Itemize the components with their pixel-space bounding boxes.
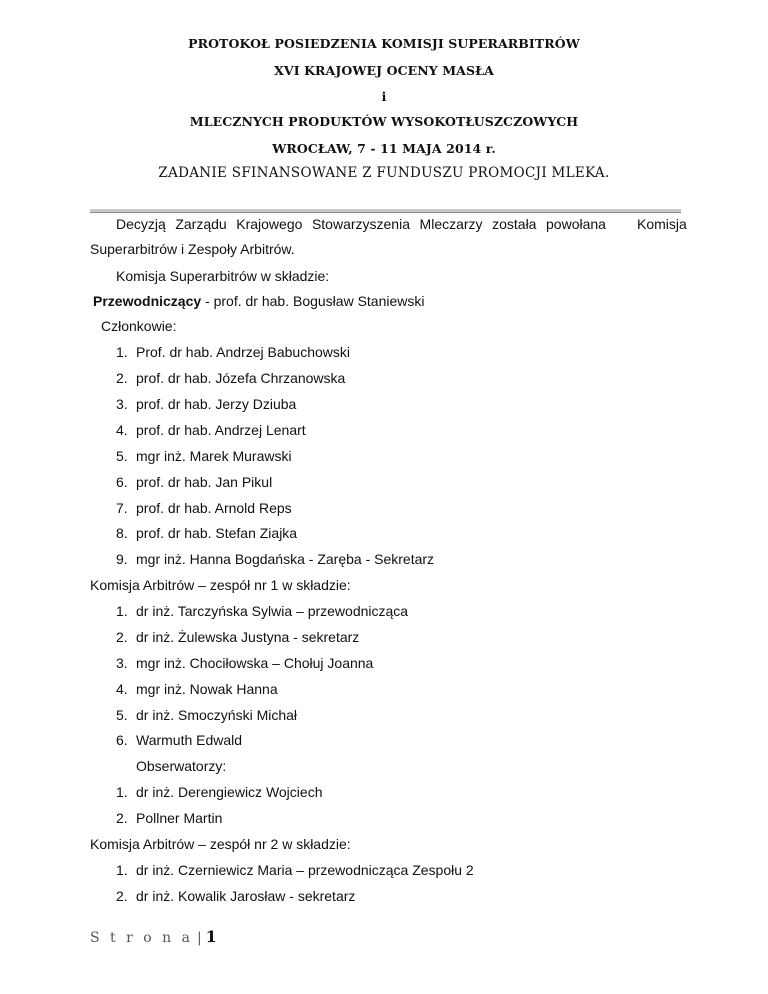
doc-title-line-3: i bbox=[381, 89, 387, 104]
list-item: 4. mgr inż. Nowak Hanna bbox=[116, 681, 278, 697]
list-item: 4. prof. dr hab. Andrzej Lenart bbox=[116, 422, 306, 438]
list-item: 8. prof. dr hab. Stefan Ziajka bbox=[116, 525, 298, 541]
intro-word: Mleczarzy bbox=[419, 216, 483, 232]
doc-title-line-1: PROTOKOŁ POSIEDZENIA KOMISJI SUPERARBITRÓW bbox=[188, 36, 580, 51]
list-item: 1. dr inż. Derengiewicz Wojciech bbox=[116, 784, 323, 800]
chair-name: - prof. dr hab. Bogusław Staniewski bbox=[201, 293, 425, 309]
intro-word: została bbox=[492, 216, 537, 232]
intro-word: Zarządu bbox=[175, 216, 227, 232]
list-item: 2. dr inż. Żulewska Justyna - sekretarz bbox=[116, 629, 360, 645]
list-item: 6. Warmuth Edwald bbox=[116, 732, 243, 748]
intro-word: Stowarzyszenia bbox=[311, 216, 410, 232]
page-number: 1 bbox=[205, 927, 217, 946]
footer-separator: | bbox=[196, 930, 202, 946]
page-footer bbox=[90, 927, 217, 946]
intro-word: Decyzją bbox=[116, 216, 166, 232]
list-item: 7. prof. dr hab. Arnold Reps bbox=[116, 500, 292, 516]
list-item: 1. dr inż. Czerniewicz Maria – przewodnicząca Zespołu 2 bbox=[116, 862, 474, 878]
list-item: 2. dr inż. Kowalik Jarosław - sekretarz bbox=[116, 888, 356, 904]
superarbiters-heading: Komisja Superarbitrów w składzie: bbox=[116, 268, 330, 284]
doc-title-line-2: XVI KRAJOWEJ OCENY MASŁA bbox=[274, 63, 494, 78]
team1-heading: Komisja Arbitrów – zespół nr 1 w składzie: bbox=[90, 577, 351, 593]
intro-word-last: Komisja bbox=[637, 216, 687, 232]
intro-line-2: Superarbitrów i Zespoły Arbitrów. bbox=[90, 241, 295, 257]
doc-title-line-4: MLECZNYCH PRODUKTÓW WYSOKOTŁUSZCZOWYCH bbox=[189, 114, 579, 129]
list-item: 2. Pollner Martin bbox=[116, 810, 223, 826]
team2-heading: Komisja Arbitrów – zespół nr 2 w składzie: bbox=[90, 836, 351, 852]
list-item: 1. dr inż. Tarczyńska Sylwia – przewodnicząca bbox=[116, 603, 409, 619]
list-item: 3. mgr inż. Chociłowska – Chołuj Joanna bbox=[116, 655, 374, 671]
list-item: 5. mgr inż. Marek Murawski bbox=[116, 448, 292, 464]
chair-label: Przewodniczący bbox=[93, 293, 202, 309]
doc-subtitle: ZADANIE SFINANSOWANE Z FUNDUSZU PROMOCJI MLEKA. bbox=[158, 165, 610, 181]
list-item: 9. mgr inż. Hanna Bogdańska - Zaręba - Sekretarz bbox=[116, 551, 435, 567]
list-item: 1. Prof. dr hab. Andrzej Babuchowski bbox=[116, 344, 351, 360]
intro-word: Krajowego bbox=[236, 216, 303, 232]
doc-title-line-5: WROCŁAW, 7 - 11 MAJA 2014 r. bbox=[272, 141, 496, 156]
list-item: 3. prof. dr hab. Jerzy Dziuba bbox=[116, 396, 297, 412]
intro-word: powołana bbox=[546, 216, 606, 232]
observers-label: Obserwatorzy: bbox=[136, 758, 227, 774]
list-item: 2. prof. dr hab. Józefa Chrzanowska bbox=[116, 370, 346, 386]
intro-line-1 bbox=[116, 216, 606, 232]
list-item: 6. prof. dr hab. Jan Pikul bbox=[116, 474, 273, 490]
horizontal-divider bbox=[90, 209, 681, 213]
members-label: Członkowie: bbox=[101, 318, 177, 334]
footer-strona-label: S t r o n a bbox=[90, 930, 193, 946]
chair-line bbox=[93, 293, 425, 309]
list-item: 5. dr inż. Smoczyński Michał bbox=[116, 707, 298, 723]
